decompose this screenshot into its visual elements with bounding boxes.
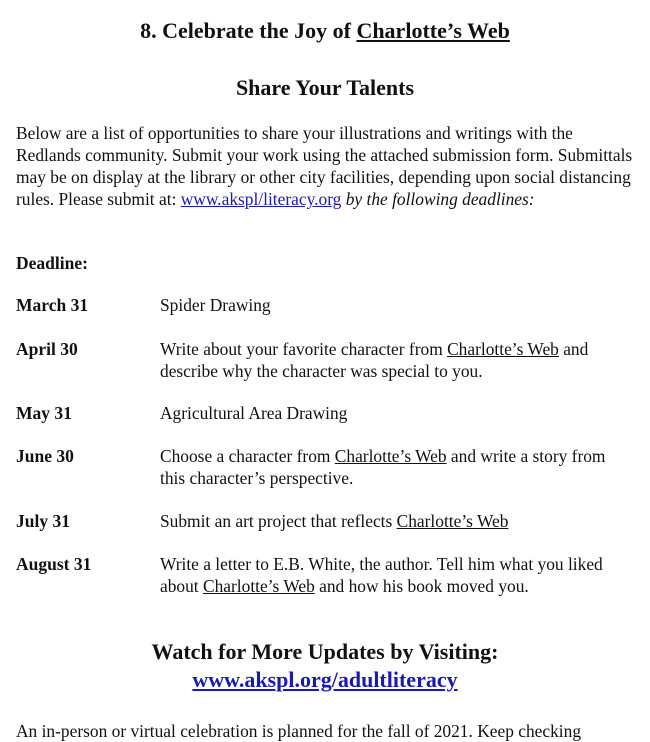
deadline-description	[160, 553, 630, 597]
deadline-description	[160, 402, 630, 424]
description-text: Write about your favorite character from	[160, 339, 448, 359]
deadline-date: March 31	[16, 295, 89, 315]
intro-paragraph	[16, 122, 636, 210]
intro-suffix: by the following deadlines:	[341, 189, 535, 209]
updates-heading: Watch for More Updates by Visiting:	[151, 639, 499, 664]
deadline-date: May 31	[16, 403, 72, 423]
submit-link[interactable]: www.akspl/literacy.org	[180, 189, 342, 209]
section-subtitle: Share Your Talents	[235, 75, 415, 100]
deadline-date: July 31	[16, 511, 70, 531]
deadline-date: August 31	[16, 554, 92, 574]
deadline-date: April 30	[16, 339, 78, 359]
updates-link-line	[0, 666, 650, 694]
title-book-name: Charlotte’s Web	[356, 18, 510, 43]
book-title: Charlotte’s Web	[334, 446, 447, 466]
deadline-description	[160, 294, 630, 316]
deadline-description	[160, 338, 630, 382]
book-title: Charlotte’s Web	[202, 576, 315, 596]
deadline-description	[160, 510, 630, 532]
title-prefix: 8. Celebrate the Joy of	[140, 18, 357, 43]
intro-text: Below are a list of opportunities to share your illustrations and writings with the Redlands community. Submit your work using the attached submission form. Submittals may be on display at the library or other city facilities, depending upon social distancing rules. Please submit at:	[16, 123, 633, 209]
description-text: Write a letter to E.B. White, the author. Tell him what you liked about	[160, 554, 603, 596]
description-text-end: and write a story from this character’s perspective.	[160, 446, 606, 488]
description-text-end: and describe why the character was special to you.	[160, 339, 589, 381]
description-text: Choose a character from	[160, 446, 335, 466]
book-title: Charlotte’s Web	[396, 511, 509, 531]
description-text-end: and how his book moved you.	[314, 576, 529, 596]
description-text: Spider Drawing	[160, 295, 271, 315]
deadline-description	[160, 445, 630, 489]
footer-text: An in-person or virtual celebration is planned for the fall of 2021. Keep checking	[16, 721, 582, 741]
description-text: Submit an art project that reflects	[160, 511, 397, 531]
updates-link[interactable]: www.akspl.org/adultliteracy	[192, 667, 458, 692]
book-title: Charlotte’s Web	[447, 339, 559, 359]
page-title	[0, 17, 650, 45]
deadline-label: Deadline:	[16, 253, 88, 273]
deadline-date: June 30	[16, 446, 74, 466]
description-text: Agricultural Area Drawing	[160, 403, 348, 423]
